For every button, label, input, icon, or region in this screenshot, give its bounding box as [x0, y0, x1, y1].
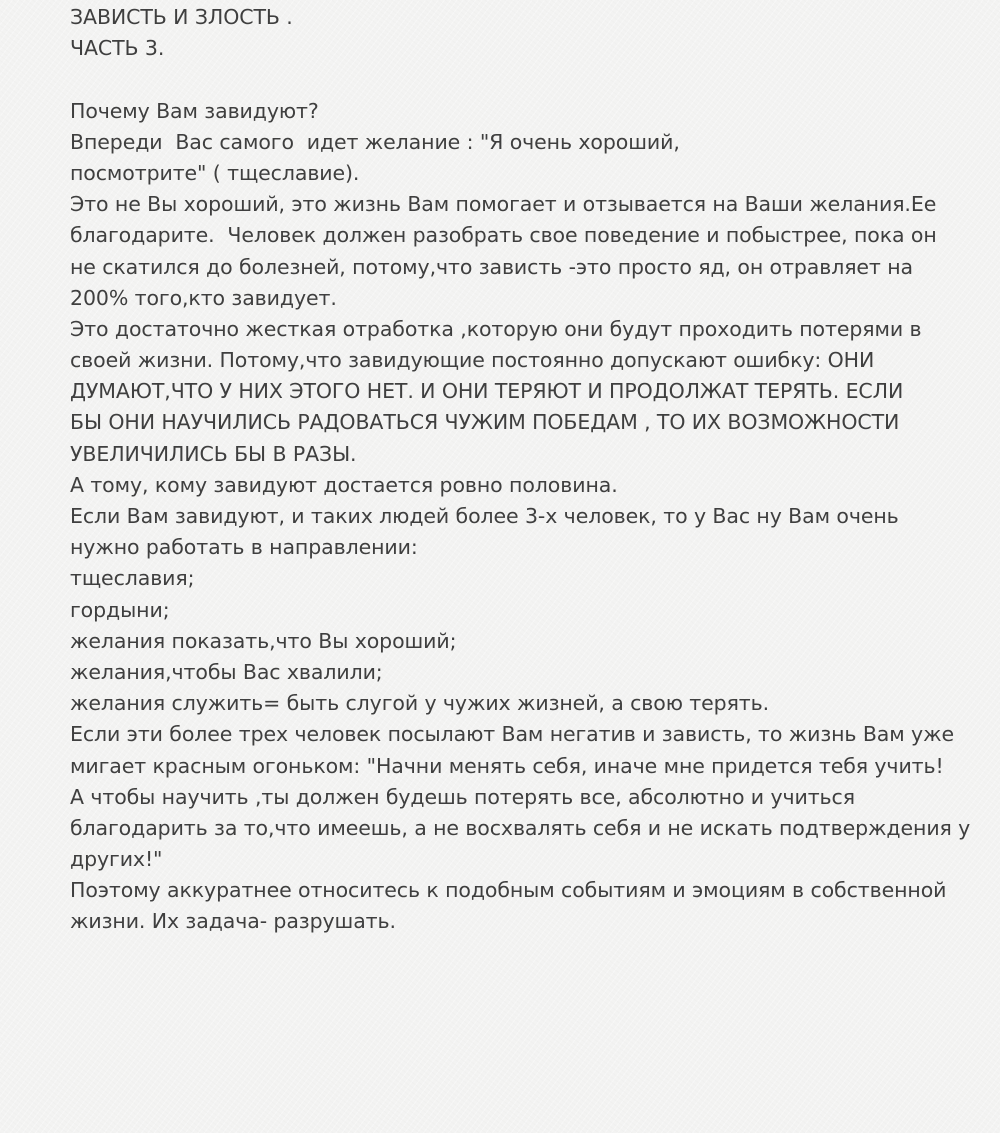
note-line: гордыни;: [70, 597, 170, 622]
note-line: УВЕЛИЧИЛИСЬ БЫ В РАЗЫ.: [70, 441, 357, 466]
note-line: Если эти более трех человек посылают Вам негатив и зависть, то жизнь Вам уже: [70, 722, 954, 747]
note-line: благодарить за то,что имеешь, а не восхвалять себя и не искать подтверждения у: [70, 815, 971, 840]
note-line: А тому, кому завидуют достается ровно половина.: [70, 472, 618, 497]
note-line: Впереди Вас самого идет желание : "Я очень хороший,: [70, 129, 680, 154]
note-line: Почему Вам завидуют?: [70, 98, 319, 123]
note-line: Если Вам завидуют, и таких людей более 3-х человек, то у Вас ну Вам очень: [70, 504, 899, 528]
note-line: жизни. Их задача- разрушать.: [70, 909, 396, 934]
note-title-line: ЗАВИСТЬ И ЗЛОСТЬ .: [70, 5, 293, 29]
note-line: 200% того,кто завидует.: [70, 285, 337, 310]
note-line: желания показать,что Вы хороший;: [70, 628, 457, 653]
note-line: Поэтому аккуратнее относитесь к подобным событиям и эмоциям в собственной: [70, 878, 947, 903]
note-line: Это достаточно жесткая отработка ,которую они будут проходить потерями в: [70, 316, 922, 341]
note-line: своей жизни. Потому,что завидующие постоянно допускают ошибку: ОНИ: [70, 348, 875, 373]
note-line: тщеславия;: [70, 566, 195, 591]
note-line: А чтобы научить ,ты должен будешь потерять все, абсолютно и учиться: [70, 784, 855, 809]
blank-line: [70, 64, 975, 95]
note-line: посмотрите" ( тщеславие).: [70, 160, 360, 185]
note-line: не скатился до болезней, потому,что зависть -это просто яд, он отравляет на: [70, 254, 913, 279]
note-text: [70, 2, 975, 938]
note-line: БЫ ОНИ НАУЧИЛИСЬ РАДОВАТЬСЯ ЧУЖИМ ПОБЕДАМ , ТО ИХ ВОЗМОЖНОСТИ: [70, 410, 900, 435]
note-title-line: ЧАСТЬ 3.: [70, 36, 165, 61]
note-line: ДУМАЮТ,ЧТО У НИХ ЭТОГО НЕТ. И ОНИ ТЕРЯЮТ И ПРОДОЛЖАТ ТЕРЯТЬ. ЕСЛИ: [70, 379, 904, 404]
note-line: нужно работать в направлении:: [70, 535, 418, 560]
note-line: желания,чтобы Вас хвалили;: [70, 659, 383, 684]
note-line: мигает красным огоньком: "Начни менять себя, иначе мне придется тебя учить!: [70, 753, 944, 778]
note-line: благодарите. Человек должен разобрать свое поведение и побыстрее, пока он: [70, 223, 937, 248]
note-line: других!": [70, 847, 163, 872]
note-line: Это не Вы хороший, это жизнь Вам помогает и отзывается на Ваши желания.Ее: [70, 192, 937, 217]
note-line: желания служить= быть слугой у чужих жизней, а свою терять.: [70, 691, 770, 716]
